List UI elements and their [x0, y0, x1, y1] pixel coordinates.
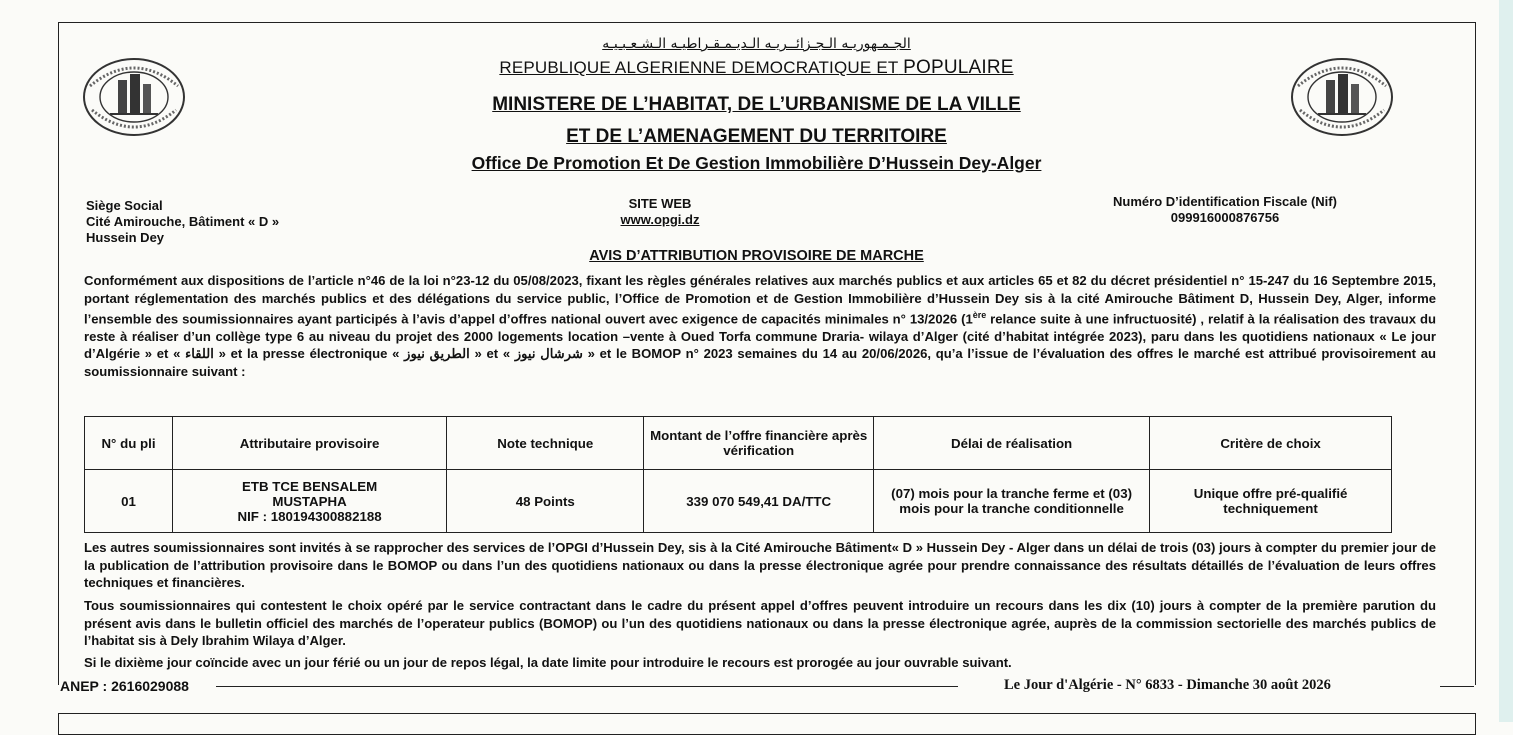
attribution-table — [84, 416, 1392, 533]
attributaire-nif: NIF : 180194300882188 — [237, 508, 382, 524]
next-notice-frame — [58, 713, 1476, 735]
attributaire-name-l1: ETB TCE BENSALEM — [241, 478, 378, 494]
siege-address-line1: Cité Amirouche, Bâtiment « D » — [86, 214, 280, 229]
arabic-republic-title: الجـمـهوريـه الـجـزائــريـه الـديـمـقـراطيـه الـشـعـبـيـه — [602, 36, 911, 52]
republic-title — [0, 57, 1513, 79]
intro-superscript: ère — [972, 310, 987, 320]
consultation-paragraph: Les autres soumissionnaires sont invités à se rapprocher des services de l’OPGI d’Hussein Dey, sis à la Cité Amirouche Bâtiment« D » Hussein Dey - Alger dans un délai de trois (03) jours à compter du premier jour de la publication de l’attribution provisoire dans le BOMOP ou dans l’un des quotidiens nationaux ou dans la presse électronique agrée pour prendre connaissance des résultats détaillés de l’évaluation de leurs offres techniques et financières. — [84, 540, 1436, 590]
nif-block — [1040, 194, 1410, 226]
header-note: Note technique — [447, 417, 644, 470]
ministry-title-line1: MINISTERE DE L’HABITAT, DE L’URBANISME DE LA VILLE — [492, 94, 1021, 115]
siege-address-line2: Hussein Dey — [86, 230, 165, 245]
website-block — [600, 196, 720, 228]
header-delai: Délai de réalisation — [874, 417, 1150, 470]
table-header-row — [85, 417, 1392, 470]
table-row — [85, 470, 1392, 533]
deadline-paragraph: Si le dixième jour coïncide avec un jour férié ou un jour de repos légal, la date limite pour introduire le recours est prorogée au jour ouvrable suivant. — [84, 655, 1012, 670]
footer-divider — [216, 686, 958, 687]
nif-label: Numéro D’identification Fiscale (Nif) — [1113, 194, 1337, 209]
attributaire-name-l2: MUSTAPHA — [272, 493, 347, 509]
siege-label: Siège Social — [86, 198, 163, 213]
republic-title-end: POPULAIRE — [903, 57, 1014, 78]
cell-note: 48 Points — [447, 470, 644, 533]
cell-delai: (07) mois pour la tranche ferme et (03) mois pour la tranche conditionnelle — [874, 470, 1150, 533]
journal-reference: Le Jour d'Algérie - N° 6833 - Dimanche 30 août 2026 — [1004, 677, 1331, 693]
header-montant: Montant de l’offre financière après vérification — [644, 417, 874, 470]
siege-social-block — [86, 198, 279, 246]
intro-text-start: Conformément aux dispositions de l’article n°46 de la loi n°23-12 du 05/08/2023, fixant les règles générales relatives aux marchés publics et aux articles 65 et 82 du décret présidentiel n° 15-247 du 16 Septembre 2015, portant réglementation des marchés publics et des délégations du service public, l’Office de Promotion et de Gestion Immobilière d’Hussein Dey sis à la cité Amirouche Bâtiment D, Hussein Dey, Alger, informe l’ensemble des soumissionnaires ayant participés à l’avis d’appel d’offres national ouvert avec exigence de capacités minimales n° 13/2026 (1 — [84, 273, 1436, 327]
cell-pli: 01 — [85, 470, 173, 533]
ministry-title-line2: ET DE L’AMENAGEMENT DU TERRITOIRE — [566, 126, 947, 147]
website-label: SITE WEB — [628, 196, 692, 211]
recours-paragraph: Tous soumissionnaires qui contestent le choix opéré par le service contractant dans le cadre du présent appel d’offres peuvent introduire un recours dans les dix (10) jours à compter de la première parution du présent avis dans le bulletin officiel des marchés de l’operateur publics (BOMOP) ou l’un des quotidiens nationaux ou dans la presse électronique agrée, auprès de la commission sectorielle des marchés publics de l’habitat sis à Dely Ibrahim Wilaya d’Alger. — [84, 598, 1436, 648]
cell-critere: Unique offre pré-qualifié techniquement — [1150, 470, 1392, 533]
nif-value: 099916000876756 — [1170, 210, 1280, 225]
header-attributaire: Attributaire provisoire — [173, 417, 447, 470]
header-pli: N° du pli — [85, 417, 173, 470]
cell-montant: 339 070 549,41 DA/TTC — [644, 470, 874, 533]
intro-text-end: relance suite à une infructuosité) , relatif à la réalisation des travaux du reste à réaliser d’un collège type 6 au niveau du projet des 2000 logements location –vente à Oued Torfa commune Draria- wilaya d’Alger (cité d’habitat intégrée 2023), paru dans les quotidiens nationaux « Le jour d’Algérie » et « اللقاء » et la presse électronique « الطريق نيوز » et « شرشال نيوز » et le BOMOP n° 2023 semaines du 14 au 20/06/2026, qu’a l’issue de l’évaluation des offres le marché est attribué provisoirement au soumissionnaire suivant : — [84, 311, 1436, 379]
website-url[interactable]: www.opgi.dz — [620, 212, 700, 227]
republic-title-main: REPUBLIQUE ALGERIENNE DEMOCRATIQUE ET — [499, 58, 899, 77]
header-critere: Critère de choix — [1150, 417, 1392, 470]
office-title: Office De Promotion Et De Gestion Immobilière D’Hussein Dey-Alger — [471, 153, 1042, 173]
notice-title: AVIS D’ATTRIBUTION PROVISOIRE DE MARCHE — [589, 248, 924, 264]
intro-paragraph — [84, 272, 1436, 380]
footer-divider-right — [1440, 686, 1474, 687]
anep-reference: ANEP : 2616029088 — [60, 678, 193, 694]
cell-attributaire — [173, 470, 447, 533]
